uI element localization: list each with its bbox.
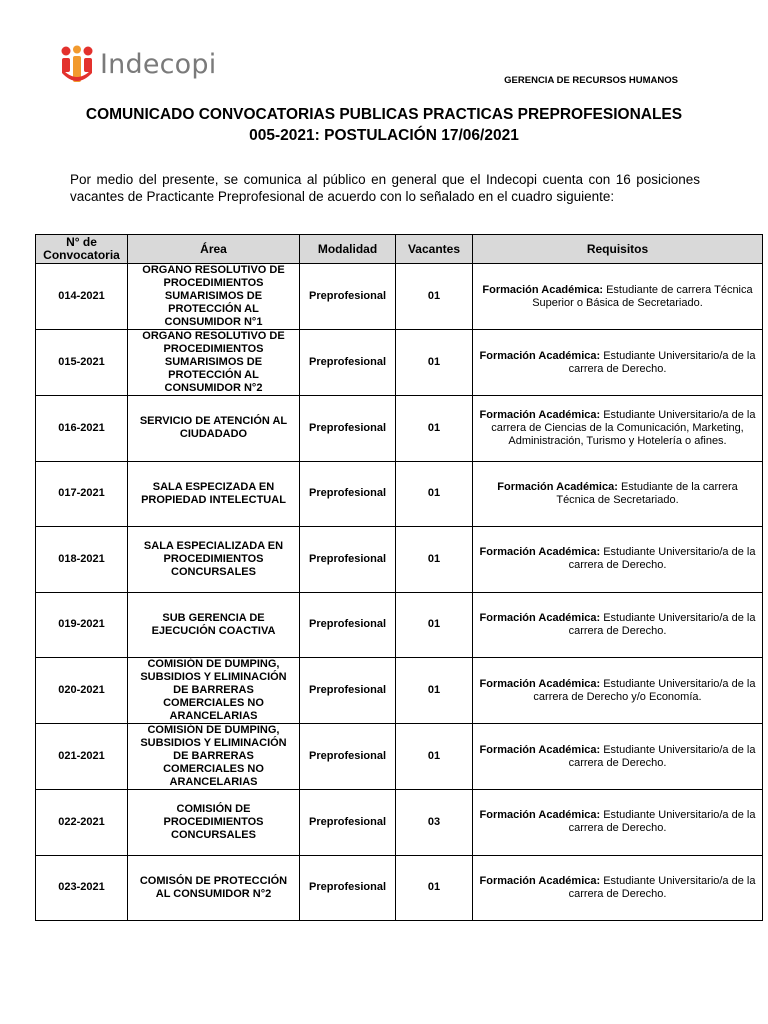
- requisito-text: Estudiante Universitario/a de la carrera de Derecho.: [568, 546, 756, 572]
- cell-vacantes: 01: [396, 724, 473, 790]
- requisito-label: Formación Académica:: [479, 611, 601, 624]
- cell-convocatoria: 016-2021: [36, 396, 128, 462]
- table-row: [36, 724, 763, 790]
- cell-modalidad: Preprofesional: [300, 330, 396, 396]
- header-vacantes: Vacantes: [396, 235, 473, 264]
- requisito-text: Estudiante Universitario/a de la carrera de Derecho.: [568, 349, 756, 375]
- title-line-1: COMUNICADO CONVOCATORIAS PUBLICAS PRACTICAS PREPROFESIONALES: [85, 106, 683, 123]
- cell-area: SUB GERENCIA DE EJECUCIÓN COACTIVA: [128, 592, 300, 658]
- header-modalidad: Modalidad: [300, 235, 396, 264]
- header-requisitos: Requisitos: [473, 235, 763, 264]
- cell-area: COMISIÓN DE DUMPING, SUBSIDIOS Y ELIMINACIÓN DE BARRERAS COMERCIALES NO ARANCELARIAS: [128, 724, 300, 790]
- cell-area: SALA ESPECIALIZADA EN PROCEDIMIENTOS CONCURSALES: [128, 527, 300, 593]
- page-title: [0, 104, 768, 146]
- cell-area: ORGANO RESOLUTIVO DE PROCEDIMIENTOS SUMARISIMOS DE PROTECCIÓN AL CONSUMIDOR N°2: [128, 330, 300, 396]
- requisito-text: Estudiante Universitario/a de la carrera de Derecho.: [568, 743, 756, 769]
- cell-modalidad: Preprofesional: [300, 527, 396, 593]
- requisito-label: Formación Académica:: [479, 874, 601, 887]
- cell-modalidad: Preprofesional: [300, 592, 396, 658]
- intro-paragraph: Por medio del presente, se comunica al público en general que el Indecopi cuenta con 16 posiciones vacantes de Practicante Preprofesional de acuerdo con lo señalado en el cuadro siguiente:: [70, 172, 700, 204]
- header-area: Área: [128, 235, 300, 264]
- cell-modalidad: Preprofesional: [300, 264, 396, 330]
- requisito-text: Estudiante Universitario/a de la carrera de Ciencias de la Comunicación, Marketing, Administración, Turismo y Hotelería o afines.: [491, 408, 756, 447]
- cell-modalidad: Preprofesional: [300, 724, 396, 790]
- requisito-label: Formación Académica:: [479, 408, 601, 421]
- table-row: [36, 396, 763, 462]
- cell-requisitos: [473, 724, 763, 790]
- header-convocatoria: N° de Convocatoria: [36, 235, 128, 264]
- cell-vacantes: 01: [396, 592, 473, 658]
- requisito-text: Estudiante de la carrera Técnica de Secretariado.: [556, 480, 738, 506]
- cell-modalidad: Preprofesional: [300, 790, 396, 856]
- cell-vacantes: 01: [396, 658, 473, 724]
- cell-requisitos: [473, 461, 763, 527]
- requisito-label: Formación Académica:: [479, 546, 601, 559]
- cell-requisitos: [473, 396, 763, 462]
- requisito-label: Formación Académica:: [497, 480, 618, 493]
- cell-vacantes: 01: [396, 264, 473, 330]
- cell-vacantes: 01: [396, 527, 473, 593]
- requisito-text: Estudiante Universitario/a de la carrera de Derecho.: [568, 611, 756, 637]
- cell-area: COMISÓN DE PROTECCIÓN AL CONSUMIDOR N°2: [128, 855, 300, 921]
- cell-convocatoria: 021-2021: [36, 724, 128, 790]
- title-line-2: 005-2021: POSTULACIÓN 17/06/2021: [249, 127, 519, 144]
- requisito-text: Estudiante Universitario/a de la carrera de Derecho y/o Economía.: [533, 677, 756, 703]
- cell-modalidad: Preprofesional: [300, 396, 396, 462]
- table-row: [36, 592, 763, 658]
- requisito-text: Estudiante de carrera Técnica Superior o Básica de Secretariado.: [532, 283, 753, 309]
- cell-requisitos: [473, 527, 763, 593]
- requisito-label: Formación Académica:: [479, 743, 601, 756]
- table-header-row: [36, 235, 763, 264]
- cell-convocatoria: 014-2021: [36, 264, 128, 330]
- cell-vacantes: 01: [396, 461, 473, 527]
- cell-area: SERVICIO DE ATENCIÓN AL CIUDADADO: [128, 396, 300, 462]
- cell-convocatoria: 017-2021: [36, 461, 128, 527]
- cell-convocatoria: 022-2021: [36, 790, 128, 856]
- table-row: [36, 658, 763, 724]
- cell-modalidad: Preprofesional: [300, 658, 396, 724]
- table-row: [36, 330, 763, 396]
- cell-requisitos: [473, 330, 763, 396]
- cell-requisitos: [473, 658, 763, 724]
- cell-convocatoria: 020-2021: [36, 658, 128, 724]
- requisito-label: Formación Académica:: [479, 809, 601, 822]
- requisito-label: Formación Académica:: [482, 283, 604, 296]
- indecopi-logo-icon: [60, 45, 94, 83]
- cell-convocatoria: 019-2021: [36, 592, 128, 658]
- requisito-label: Formación Académica:: [479, 349, 601, 362]
- cell-area: COMISIÓN DE DUMPING, SUBSIDIOS Y ELIMINACIÓN DE BARRERAS COMERCIALES NO ARANCELARIAS: [128, 658, 300, 724]
- cell-vacantes: 01: [396, 855, 473, 921]
- cell-area: COMISIÓN DE PROCEDIMIENTOS CONCURSALES: [128, 790, 300, 856]
- cell-vacantes: 03: [396, 790, 473, 856]
- cell-requisitos: [473, 855, 763, 921]
- table-row: [36, 790, 763, 856]
- cell-requisitos: [473, 790, 763, 856]
- cell-vacantes: 01: [396, 330, 473, 396]
- requisito-label: Formación Académica:: [479, 677, 601, 690]
- cell-vacantes: 01: [396, 396, 473, 462]
- table-row: [36, 461, 763, 527]
- cell-requisitos: [473, 264, 763, 330]
- table-row: [36, 527, 763, 593]
- cell-convocatoria: 018-2021: [36, 527, 128, 593]
- vacancies-table: [35, 234, 763, 921]
- cell-convocatoria: 023-2021: [36, 855, 128, 921]
- cell-modalidad: Preprofesional: [300, 461, 396, 527]
- requisito-text: Estudiante Universitario/a de la carrera de Derecho.: [568, 874, 756, 900]
- cell-area: SALA ESPECIZADA EN PROPIEDAD INTELECTUAL: [128, 461, 300, 527]
- indecopi-logo: [60, 44, 216, 84]
- logo-text: Indecopi: [100, 48, 217, 80]
- table-row: [36, 855, 763, 921]
- cell-modalidad: Preprofesional: [300, 855, 396, 921]
- cell-requisitos: [473, 592, 763, 658]
- cell-convocatoria: 015-2021: [36, 330, 128, 396]
- cell-area: ORGANO RESOLUTIVO DE PROCEDIMIENTOS SUMARISIMOS DE PROTECCIÓN AL CONSUMIDOR N°1: [128, 264, 300, 330]
- table-row: [36, 264, 763, 330]
- requisito-text: Estudiante Universitario/a de la carrera de Derecho.: [568, 809, 756, 835]
- department-label: GERENCIA DE RECURSOS HUMANOS: [504, 75, 678, 86]
